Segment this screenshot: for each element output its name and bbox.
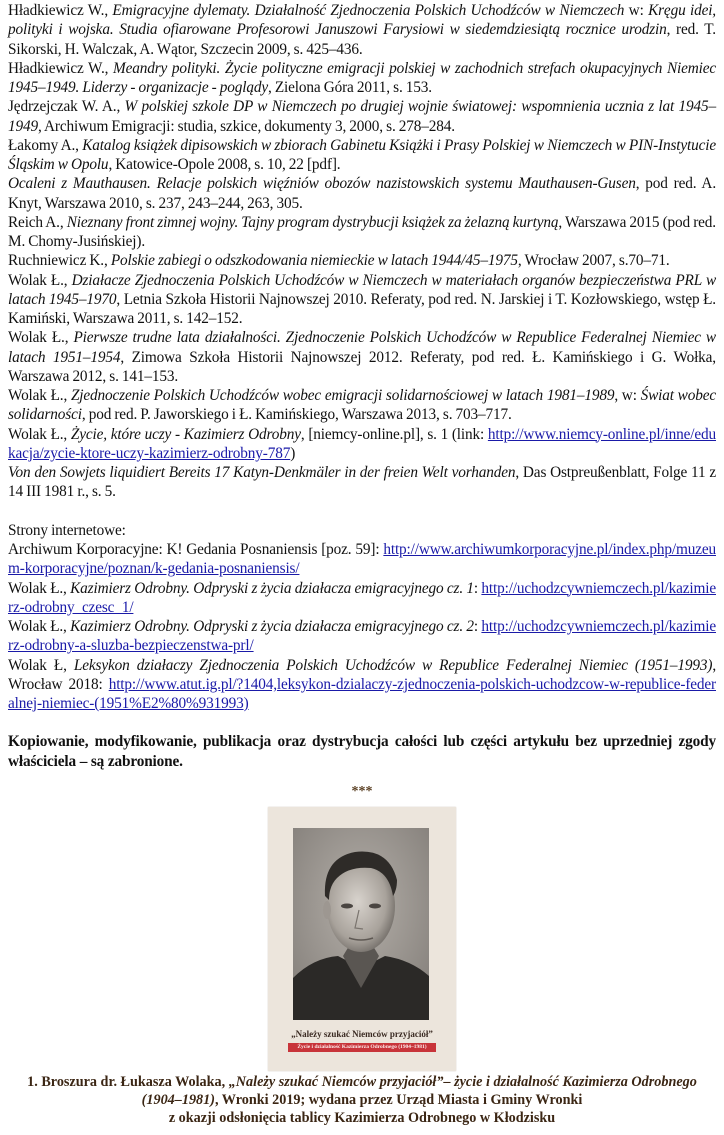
website-entry: [8, 617, 716, 656]
entry-author: Jędrzejczak W. A.,: [8, 98, 125, 116]
bibliography: [8, 1, 716, 713]
entry-details: , pod red. P. Jaworskiego i Ł. Kamińskiego, Warszawa 2013, s. 703–717.: [81, 406, 512, 424]
entry-title: Świat wobec solidarności: [8, 387, 716, 424]
entry-details: :: [473, 618, 482, 635]
entry-details: , Katowice-Opole 2008, s. 10, 22 [pdf].: [108, 156, 341, 173]
websites-heading: Strony internetowe:: [8, 521, 126, 539]
entry-author: Wolak Ł.,: [8, 271, 72, 289]
entry-author: Hładkiewicz W.,: [8, 59, 113, 77]
entry-title: Leksykon działaczy Zjednoczenia Polskich Uchodźców w Republice Federalnej Niemiec (1951–1993): [73, 656, 713, 674]
bibliography-entry: [8, 59, 716, 98]
bibliography-entry: [8, 386, 716, 425]
entry-link[interactable]: http://uchodzcywniemczech.pl/kazimierz-odrobny_czesc_1/: [8, 579, 716, 616]
entry-link[interactable]: http://www.niemcy-online.pl/inne/edukacja/zycie-ktore-uczy-kazimierz-odrobny-787: [8, 425, 716, 462]
entry-title: Meandry polityki. Życie polityczne emigracji polskiej w zachodnich strefach okupacyjnych Niemiec 1945–1949. Liderzy - organizacje - poglądy: [8, 59, 717, 96]
caption-prefix: 1. Broszura dr. Łukasza Wolaka,: [27, 1074, 229, 1091]
bibliography-list: [8, 1, 716, 502]
entry-title: Nieznany front zimnej wojny. Tajny program dystrybucji książek za żelazną kurtyną: [66, 213, 559, 231]
entry-title: Kazimierz Odrobny. Odpryski z życia działacza emigracyjnego cz. 1: [70, 579, 474, 597]
entry-title: Katalog książek dipisowskich w zbiorach Gabinetu Książki i Prasy Polskiej w Niemczech w PIN-Instytucie Śląskim w Opolu: [8, 136, 717, 173]
websites-list: [8, 540, 716, 713]
figure: [8, 807, 716, 1071]
bibliography-entry: [8, 328, 716, 386]
entry-link[interactable]: http://www.atut.ig.pl/?1404,leksykon-dzialaczy-zjednoczenia-polskich-uchodzcow-w-republice-federalnej-niemiec-(1951%E2%80%931993): [8, 675, 716, 712]
entry-title: Ocaleni z Mauthausen. Relacje polskich więźniów obozów nazistowskich systemu Mauthausen-Gusen: [8, 175, 636, 193]
entry-title: Kręgu idei, polityki i wojska. Studia ofiarowane Profesorowi Januszowi Farysiowi w siedemdziesiątą rocznice urodzin: [8, 2, 716, 39]
entry-author: Wolak Ł.,: [8, 329, 74, 347]
entry-title: Życie, które uczy - Kazimierz Odrobny: [70, 425, 301, 443]
section-separator: ***: [351, 784, 373, 800]
entry-details: , [niemcy-online.pl], s. 1 (link:: [300, 425, 488, 443]
entry-title: Działacze Zjednoczenia Polskich Uchodźców w Niemczech w materiałach organów bezpieczeństwa PRL w latach 1945–1970: [8, 271, 716, 308]
entry-author: Ruchniewicz K.,: [8, 252, 111, 270]
entry-title: Emigracyjne dylematy. Działalność Zjednoczenia Polskich Uchodźców w Niemczech: [112, 2, 625, 19]
entry-details: , Zielona Góra 2011, s. 153.: [268, 79, 432, 96]
entry-author: Archiwum Korporacyjne: K! Gedania Posnaniensis [poz. 59]:: [8, 541, 384, 558]
entry-link[interactable]: http://uchodzcywniemczech.pl/kazimierz-odrobny-a-sluzba-bezpieczenstwa-prl/: [8, 618, 716, 655]
entry-author: Wolak Ł.,: [8, 618, 71, 635]
entry-title: Zjednoczenie Polskich Uchodźców wobec emigracji solidarnościowej w latach 1981–1989: [70, 387, 615, 404]
bibliography-entry: [8, 136, 716, 175]
bibliography-entry: [8, 174, 716, 213]
entry-author: Wolak Ł,: [8, 656, 74, 674]
entry-author: Wolak Ł.,: [8, 387, 71, 404]
portrait-illustration: [293, 828, 429, 1020]
cover-title: „Należy szukać Niemców przyjaciół”: [291, 1029, 433, 1040]
figure-caption: [8, 1073, 716, 1127]
entry-details: , Letnia Szkoła Historii Najnowszej 2010. Referaty, pod red. N. Jarskiej i T. Kozłowskiego, wstęp Ł. Kamiński, Warszawa 2011, s. 142–152.: [8, 290, 716, 327]
bibliography-entry: [8, 271, 716, 329]
entry-details: , Archiwum Emigracji: studia, szkice, dokumenty 3, 2000, s. 278–284.: [38, 117, 455, 135]
caption-rest-2: z okazji odsłonięcia tablicy Kazimierza Odrobnego w Kłodzisku: [168, 1110, 556, 1127]
brochure-cover-image: [268, 807, 456, 1071]
bibliography-entry: [8, 1, 716, 59]
entry-details: , red. T. Sikorski, H. Walczak, A. Wątor, Szczecin 2009, s. 425–436.: [8, 21, 716, 58]
entry-link[interactable]: http://www.archiwumkorporacyjne.pl/index.php/muzeum-korporacyjne/poznan/k-gedania-posnaniensis/: [8, 541, 716, 578]
entry-title: Pierwsze trudne lata działalności. Zjednoczenie Polskich Uchodźców w Republice Federalnej Niemiec w latach 1951–1954: [8, 329, 716, 366]
entry-title: Polskie zabiegi o odszkodowania niemieckie w latach 1944/45–1975: [110, 252, 518, 270]
bibliography-entry: [8, 425, 716, 464]
bibliography-entry: [8, 97, 716, 136]
entry-details: , Wrocław 2018:: [8, 656, 716, 693]
entry-author: Wolak Ł.,: [8, 425, 71, 443]
entry-details: , Wrocław 2007, s.70–71.: [517, 252, 670, 270]
entry-details: , pod red. A. Knyt, Warszawa 2010, s. 237, 243–244, 263, 305.: [8, 175, 716, 212]
entry-author: Łakomy A.,: [8, 136, 83, 154]
entry-author: Hładkiewicz W.,: [8, 2, 113, 19]
bibliography-entry: [8, 251, 716, 270]
website-entry: [8, 579, 716, 618]
bibliography-entry: [8, 213, 716, 252]
website-entry: [8, 656, 716, 714]
entry-details: w:: [624, 2, 649, 19]
entry-title: Von den Sowjets liquidiert Bereits 17 Katyn-Denkmäler in der freien Welt vorhanden: [8, 464, 516, 481]
entry-author: Wolak Ł.,: [8, 579, 71, 597]
website-entry: [8, 540, 716, 579]
entry-title: Kazimierz Odrobny. Odpryski z życia działacza emigracyjnego cz. 2: [70, 618, 474, 635]
entry-author: Reich A.,: [8, 213, 67, 231]
entry-details: ): [290, 444, 296, 462]
caption-title: „Należy szukać Niemców przyjaciół”– życie i działalność Kazimierza Odrobnego (1904–1981): [141, 1074, 697, 1109]
entry-details: , Zimowa Szkoła Historii Najnowszej 2012. Referaty, pod red. Ł. Kamińskiego i G. Wołka, Warszawa 2012, s. 141–153.: [8, 348, 716, 385]
entry-details: :: [473, 579, 482, 597]
entry-details: , Das Ostpreußenblatt, Folge 11 z 14 III 1981 r., s. 5.: [8, 464, 716, 501]
spacer: [8, 502, 716, 521]
entry-title: W polskiej szkole DP w Niemczech po drugiej wojnie światowej: wspomnienia ucznia z lat 1945–1949: [8, 98, 716, 135]
cover-subtitle: Życie i działalność Kazimierza Odrobnego (1904–1981): [288, 1043, 436, 1052]
portrait-photo: [293, 828, 429, 1020]
bibliography-entry: [8, 463, 716, 502]
entry-details: , Warszawa 2015 (pod red. M. Chomy-Jusińskiej).: [8, 213, 716, 250]
entry-details: , w:: [614, 387, 641, 404]
copyright-notice: Kopiowanie, modyfikowanie, publikacja oraz dystrybucja całości lub części artykułu bez uprzedniej zgody właściciela – są zabronione.: [8, 733, 716, 770]
caption-rest-1: , Wronki 2019; wydana przez Urząd Miasta i Gminy Wronki: [214, 1092, 583, 1109]
